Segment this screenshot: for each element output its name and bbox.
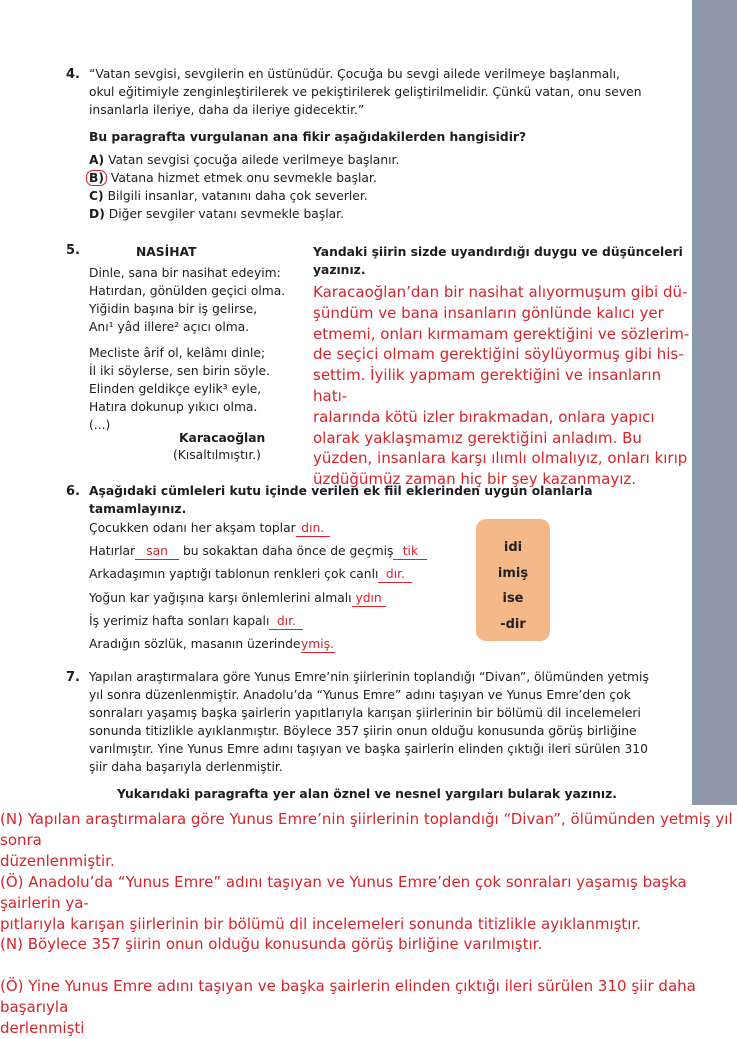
option-letter: D) [89,207,105,221]
answer-line: Karacaoğlan’dan bir nasihat alıyormuşum gibi dü- [313,283,688,301]
fill-blank[interactable]: dır. [269,614,303,630]
suffix-ise: ise [502,591,524,606]
q6-sentence-6 [89,635,335,653]
poem-line: Elinden geldikçe eylik³ eyle, [89,382,262,396]
poem-note: (Kısaltılmıştır.) [173,448,261,462]
fill-blank[interactable]: ydın [352,591,386,607]
q7-answer-3: (N) Böylece 357 şiirin onun olduğu konusunda görüş birliğine varılmıştır. [0,935,543,953]
sentence-text: Hatırlar [89,544,136,558]
q4-options [89,151,649,223]
poem [89,264,285,434]
poem-line: Hatıra dokunup yıkıcı olma. [89,400,258,414]
option-letter-circled: B) [86,170,107,186]
sentence-text: bu sokaktan daha önce de geçmiş [179,544,394,558]
q7-answer-2: (Ö) Anadolu’da “Yunus Emre” adını taşıyan ve Yunus Emre’den çok sonraları yaşamış başka şairlerin ya- pıtlarıyla karışan şiirlerinin bir bölümü dil incelemeleri sonunda titizlikle ayıklanmıştır. [0,873,687,933]
fill-blank[interactable]: ymiş. [301,637,335,651]
q5-number: 5. [66,243,80,258]
q6-sentence-2 [89,542,427,560]
sentence-text: İş yerimiz hafta sonları kapalı [89,614,270,628]
fill-blank[interactable]: san [135,544,179,560]
sentence-text: Yoğun kar yağışına karşı önlemlerini almalı [89,591,352,605]
answer-line: settim. İyilik yapmam gerektiğini ve insanların hatı- [313,366,662,405]
poem-line: Mecliste ârif ol, kelâmı dinle; [89,346,266,360]
sentence-text: Çocukken odanı her akşam toplar [89,521,296,535]
q6-number: 6. [66,484,80,499]
option-text: Vatana hizmet etmek onu sevmekle başlar. [110,171,377,185]
answer-line: yüzden, insanlara karşı ılımlı olmalıyız, onları kırıp [313,449,688,468]
sentence-text: Arkadaşımın yaptığı tablonun renkleri çok canlı [89,567,379,581]
fill-blank[interactable]: tik [393,544,427,560]
answer-line: ralarında kötü izler bırakmadan, onlara yapıcı [313,407,655,426]
fill-blank[interactable]: dır. [378,567,412,583]
poem-line: (...) [89,418,111,432]
answer-line: etmemi, onları kırmamam gerektiğini ve sözlerim- [313,324,690,343]
q7-number: 7. [66,670,80,685]
poem-line: Anı¹ yâd illere² açıcı olma. [89,320,250,334]
q5-question: Yandaki şiirin sizde uyandırdığı duygu ve düşünceleri yazınız. [313,245,683,277]
suffix-dir: -dir [500,616,526,632]
option-text: Diğer sevgiler vatanı sevmekle başlar. [108,207,345,221]
poem-line: Yiğidin başına bir iş gelirse, [89,302,258,316]
q7-answer-4: (Ö) Yine Yunus Emre adını taşıyan ve başka şairlerin elinden çıktığı ileri sürülen 310 şiir daha başarıyla derlenmişti [0,977,696,1037]
poem-line: Hatırdan, gönülden geçici olma. [89,284,286,298]
q4-passage: “Vatan sevgisi, sevgilerin en üstünüdür. Çocuğa bu sevgi ailede verilmeye başlanmalı, okul eğitimiyle zenginleştirilerek ve pekiştirilerek geliştirilmelidir. Çünkü vatan, onu seven insanlarla ileriye, daha da ileriye gidecektir.” [89,67,642,117]
q6-sentence-5 [89,612,303,630]
option-letter: C) [89,189,104,203]
q6-sentence-3 [89,565,412,583]
answer-line: de seçici olmam gerektiğini söylüyormuş gibi his- [313,345,684,364]
poem-line: Dinle, sana bir nasihat edeyim: [89,266,281,280]
page-side-band [692,0,737,805]
answer-line: üzdüğümüz zaman hiç bir şey kazanmayız. [313,470,637,489]
suffix-imis: imiş [497,565,529,581]
suffix-idi: idi [503,540,523,555]
sentence-text: Aradığın sözlük, masanın üzerinde [89,637,301,651]
answer-line: şündüm ve bana insanların gönlünde kalıcı yer [313,303,664,322]
q4-option-c[interactable] [89,187,649,205]
q7-answer-1: (N) Yapılan araştırmalara göre Yunus Emre’nin şiirlerinin toplandığı “Divan”, ölümünden yetmiş yıl sonra düzenlenmiştir. [0,810,733,870]
q7-question: Yukarıdaki paragrafta yer alan öznel ve nesnel yargıları bularak yazınız. [117,787,617,801]
q4-option-b[interactable] [89,169,649,187]
answer-line: olarak yaklaşmamız gerektiğini anladım. Bu [313,428,642,447]
q6-sentence-1 [89,519,330,537]
q4-number: 4. [66,67,80,82]
option-text: Bilgili insanlar, vatanını daha çok severler. [107,189,368,203]
option-text: Vatan sevgisi çocuğa ailede verilmeye başlanır. [108,153,400,167]
q7-passage: Yapılan araştırmalara göre Yunus Emre’nin şiirlerinin toplandığı “Divan”, ölümünden yetmiş yıl sonra düzenlenmiştir. Anadolu’da “Yunus Emre” adını taşıyan ve Yunus Emre’den çok sonraları yaşamış başka şairlerin yapıtlarıyla karışan şiirlerinin bir bölümü dil incelemeleri sonunda titizlikle ayıklanmıştır. Böylece 357 şiirin onun olduğu konusunda görüş birliğine varılmıştır. Yine Yunus Emre adını taşıyan ve başka şairlerin elinden çıktığı ileri sürülen 310 şiir daha başarıyla derlenmiştir. [89,670,649,774]
q4-option-a[interactable] [89,151,649,169]
q4-option-d[interactable] [89,205,649,223]
poem-line: İl iki söylerse, sen birin söyle. [89,364,271,378]
option-letter: A) [89,153,105,167]
q6-question: Aşağıdaki cümleleri kutu içinde verilen ek fiil eklerinden uygun olanlarla tamamlayınız. [89,484,593,516]
q4-question: Bu paragrafta vurgulanan ana fikir aşağıdakilerden hangisidir? [89,130,527,144]
poet-name: Karacaoğlan [179,431,266,445]
q6-sentence-4 [89,589,386,607]
q5-answer [313,282,691,490]
poem-title: NASİHAT [136,245,197,259]
fill-blank[interactable]: dın. [296,521,330,537]
suffix-box [476,519,550,641]
